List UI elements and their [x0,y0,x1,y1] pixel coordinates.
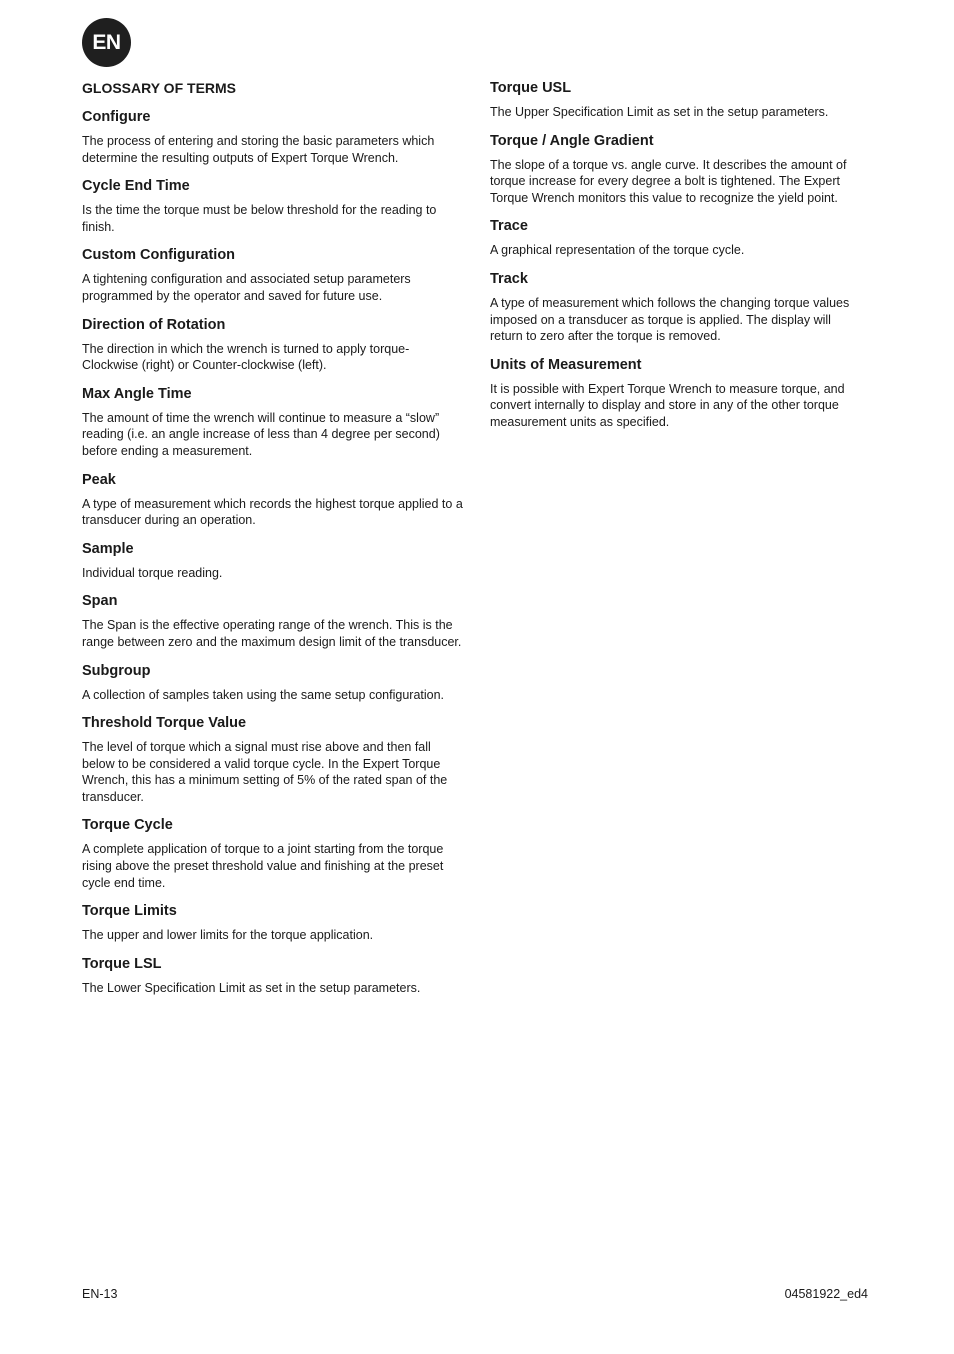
glossary-entry [82,954,466,997]
glossary-entry [490,355,860,431]
term-heading: Subgroup [82,662,151,679]
term-definition: The process of entering and storing the basic parameters which determine the resulting outputs of Expert Torque Wrench. [82,134,435,165]
page-number: EN-13 [82,1287,118,1301]
term-heading: Threshold Torque Value [82,715,247,732]
glossary-entry [490,216,860,259]
glossary-entry [82,107,466,166]
term-heading: Peak [82,471,116,488]
term-heading: Units of Measurement [490,356,642,373]
right-column [490,78,860,441]
term-heading: Cycle End Time [82,178,190,195]
left-term-list [82,107,466,996]
term-definition: The Upper Specification Limit as set in the setup parameters. [490,105,829,119]
term-definition: The amount of time the wrench will continue to measure a “slow” reading (i.e. an angle increase of less than 4 degree per second) before ending a measurement. [82,410,440,458]
term-heading: Max Angle Time [82,385,192,402]
language-badge: EN [82,18,131,67]
term-definition: A type of measurement which follows the changing torque values imposed on a transducer as torque is applied. The display will return to zero after the torque is removed. [490,295,850,344]
term-definition: The Span is the effective operating range of the wrench. This is the range between zero and the maximum design limit of the transducer. [82,618,462,649]
glossary-entry [82,661,466,704]
right-term-list [490,78,860,431]
glossary-entry [490,78,860,121]
term-heading: Span [82,593,118,610]
term-definition: A collection of samples taken using the same setup configuration. [82,687,445,702]
term-heading: Torque Cycle [82,817,173,834]
term-definition: Individual torque reading. [82,565,223,580]
glossary-entry [82,384,466,460]
glossary-entry [82,901,466,944]
term-definition: It is possible with Expert Torque Wrench to measure torque, and convert internally to display and store in any of the other torque measurement units as specified. [490,381,845,429]
term-heading: Trace [490,218,528,235]
term-heading: Configure [82,109,151,125]
term-heading: Torque USL [490,80,572,96]
term-definition: The upper and lower limits for the torque application. [82,928,374,943]
term-definition: The direction in which the wrench is turned to apply torque- Clockwise (right) or Counter-clockwise (left). [82,341,410,373]
term-heading: Track [490,270,528,287]
term-heading: Direction of Rotation [82,316,226,333]
document-id: 04581922_ed4 [784,1287,868,1301]
term-definition: A complete application of torque to a joint starting from the torque rising above the preset threshold value and finishing at the preset cycle end time. [82,842,444,890]
term-heading: Torque Limits [82,903,177,920]
term-definition: The slope of a torque vs. angle curve. It describes the amount of torque increase for every degree a bolt is tightened. The Expert Torque Wrench monitors this value to recognize the yield point. [490,157,847,205]
glossary-entry [82,713,466,805]
term-heading: Sample [82,540,134,557]
term-definition: A graphical representation of the torque cycle. [490,243,745,258]
glossary-entry [82,176,466,235]
left-column [82,78,466,1006]
glossary-entry [82,539,466,582]
term-definition: The Lower Specification Limit as set in the setup parameters. [82,980,421,995]
glossary-entry [82,315,466,374]
glossary-entry [82,245,466,304]
glossary-entry [490,269,860,345]
glossary-entry [82,470,466,529]
glossary-entry [490,131,860,207]
section-title: GLOSSARY OF TERMS [82,80,237,96]
term-heading: Torque LSL [82,955,162,972]
term-heading: Custom Configuration [82,247,236,264]
term-definition: The level of torque which a signal must rise above and then fall below to be considered a valid torque cycle. In the Expert Torque Wrench, this has a minimum setting of 5% of the rated span of the transducer. [82,740,448,804]
term-definition: Is the time the torque must be below threshold for the reading to finish. [82,203,437,234]
glossary-entry [82,591,466,650]
term-definition: A type of measurement which records the highest torque applied to a transducer during an operation. [82,496,463,528]
glossary-entry [82,815,466,891]
term-heading: Torque / Angle Gradient [490,132,654,149]
term-definition: A tightening configuration and associated setup parameters programmed by the operator and saved for future use. [82,272,411,303]
